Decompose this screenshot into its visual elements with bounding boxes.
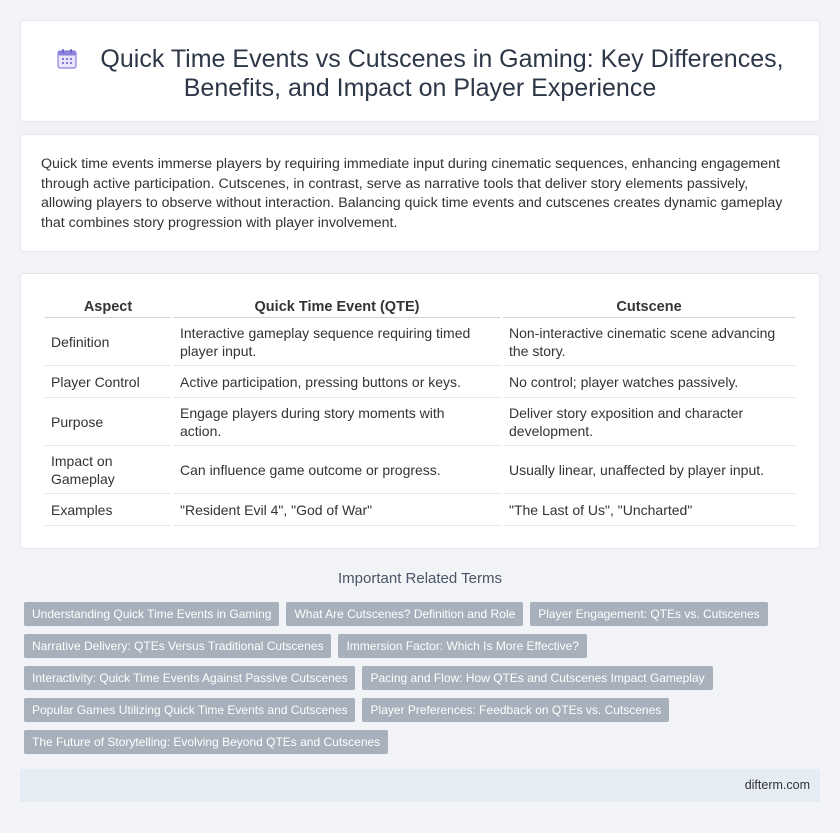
row-qte: Interactive gameplay sequence requiring timed player input. xyxy=(174,318,500,366)
row-aspect: Impact on Gameplay xyxy=(45,446,171,494)
tag-row xyxy=(24,666,804,698)
row-qte: Engage players during story moments with action. xyxy=(174,398,500,446)
table-row xyxy=(45,398,795,446)
intro-paragraph: Quick time events immerse players by requiring immediate input during cinematic sequences, enhancing engagement through active participation. Cutscenes, in contrast, serve as narrative tools that deliver story elements passively, allowing players to observe without interaction. Balancing quick time events and cutscenes creates dynamic gameplay that combines story progression with player involvement. xyxy=(41,156,783,231)
header-cutscene: Cutscene xyxy=(503,296,795,318)
tag-row xyxy=(24,730,804,762)
row-aspect: Player Control xyxy=(45,366,171,398)
related-term-tag[interactable]: What Are Cutscenes? Definition and Role xyxy=(286,602,523,626)
row-qte: Active participation, pressing buttons or keys. xyxy=(174,366,500,398)
table-header-row xyxy=(45,296,795,318)
tag-row xyxy=(24,698,804,730)
related-terms-list xyxy=(24,602,804,762)
row-qte: "Resident Evil 4", "God of War" xyxy=(174,494,500,526)
footer-bar xyxy=(20,769,820,802)
table-row xyxy=(45,446,795,494)
related-term-tag[interactable]: Player Engagement: QTEs vs. Cutscenes xyxy=(530,602,767,626)
calendar-icon xyxy=(56,48,78,70)
tag-row xyxy=(24,602,804,634)
page-title xyxy=(21,45,819,103)
row-aspect: Definition xyxy=(45,318,171,366)
intro-card xyxy=(20,134,820,252)
comparison-card xyxy=(20,273,820,549)
row-qte: Can influence game outcome or progress. xyxy=(174,446,500,494)
related-term-tag[interactable]: Understanding Quick Time Events in Gaming xyxy=(24,602,279,626)
row-aspect: Purpose xyxy=(45,398,171,446)
related-term-tag[interactable]: Player Preferences: Feedback on QTEs vs. Cutscenes xyxy=(362,698,669,722)
row-cutscene: Non-interactive cinematic scene advancing the story. xyxy=(503,318,795,366)
tag-row xyxy=(24,634,804,666)
header-qte: Quick Time Event (QTE) xyxy=(174,296,500,318)
page-title-text: Quick Time Events vs Cutscenes in Gaming: Key Differences, Benefits, and Impact on Player Experience xyxy=(100,45,784,102)
related-term-tag[interactable]: The Future of Storytelling: Evolving Beyond QTEs and Cutscenes xyxy=(24,730,388,754)
row-cutscene: Usually linear, unaffected by player input. xyxy=(503,446,795,494)
related-term-tag[interactable]: Immersion Factor: Which Is More Effective? xyxy=(338,634,587,658)
related-term-tag[interactable]: Narrative Delivery: QTEs Versus Traditional Cutscenes xyxy=(24,634,331,658)
related-terms-heading: Important Related Terms xyxy=(338,570,502,587)
row-cutscene: No control; player watches passively. xyxy=(503,366,795,398)
table-row xyxy=(45,318,795,366)
table-row xyxy=(45,494,795,526)
header-aspect: Aspect xyxy=(45,296,171,318)
table-row xyxy=(45,366,795,398)
related-term-tag[interactable]: Interactivity: Quick Time Events Against Passive Cutscenes xyxy=(24,666,355,690)
row-cutscene: "The Last of Us", "Uncharted" xyxy=(503,494,795,526)
footer-site-link[interactable]: difterm.com xyxy=(744,778,810,792)
comparison-table xyxy=(42,296,798,526)
related-term-tag[interactable]: Popular Games Utilizing Quick Time Events and Cutscenes xyxy=(24,698,355,722)
row-aspect: Examples xyxy=(45,494,171,526)
related-term-tag[interactable]: Pacing and Flow: How QTEs and Cutscenes Impact Gameplay xyxy=(362,666,712,690)
title-wrap xyxy=(21,45,819,103)
row-cutscene: Deliver story exposition and character development. xyxy=(503,398,795,446)
title-card xyxy=(20,20,820,122)
